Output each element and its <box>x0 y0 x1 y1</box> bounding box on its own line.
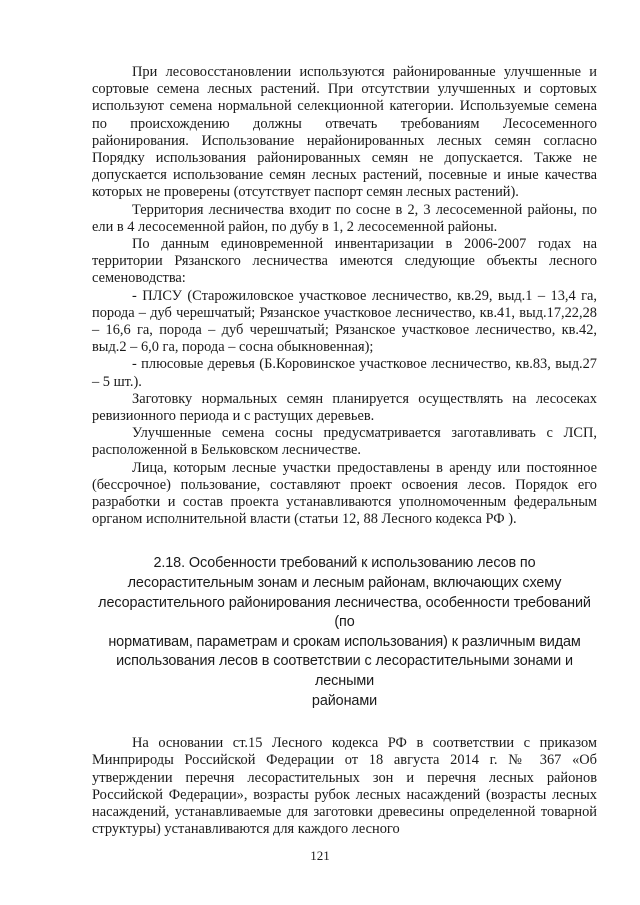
section-heading-line: лесорастительного районирования лесничества, особенности требований (по <box>98 594 591 631</box>
section-heading-line: 2.18. Особенности требований к использованию лесов по <box>153 555 536 572</box>
paragraph-plsu: - ПЛСУ (Старожиловское участковое лесничество, кв.29, выд.1 – 13,4 га, порода – дуб черешчатый; Рязанское участковое лесничество, кв.41, выд.17,22,28 – 16,6 га, порода – дуб черешчатый; Рязанское участковое лесничество, кв.42, выд.2 – 6,0 га, порода – сосна обыкновенная); <box>92 287 597 356</box>
paragraph-felling-ages: На основании ст.15 Лесного кодекса РФ в соответствии с приказом Минприроды Российской Федерации от 18 августа 2014 г. № 367 «Об утверждении перечня лесорастительных зон и перечня лесных районов Российской Федерации», возрасты рубок лесных насаждений (возрасты лесных насаждений, устанавливаемые для заготовки древесины определенной товарной структуры) устанавливаются для каждого лесного <box>92 735 597 838</box>
paragraph-inventory: По данным единовременной инвентаризации в 2006-2007 годах на территории Рязанского лесничества имеются следующие объекты лесного семеноводства: <box>92 236 597 287</box>
paragraph-plus-trees: - плюсовые деревья (Б.Коровинское участковое лесничество, кв.83, выд.27 – 5 шт.). <box>92 356 597 390</box>
section-heading-line: использования лесов в соответствии с лесорастительными зонами и лесными <box>116 653 573 690</box>
paragraph-seed-zones: Территория лесничества входит по сосне в 2, 3 лесосеменной районы, по ели в 4 лесосеменной район, по дубу в 1, 2 лесосеменной районы. <box>92 201 597 235</box>
section-heading-line: лесорастительным зонам и лесным районам, включающих схему <box>127 575 562 592</box>
paragraph-improved-seeds: Улучшенные семена сосны предусматривается заготавливать с ЛСП, расположенной в Бельковском лесничестве. <box>92 425 597 459</box>
paragraph-normal-seeds: Заготовку нормальных семян планируется осуществлять на лесосеках ревизионного периода и с растущих деревьев. <box>92 390 597 425</box>
page-number: 121 <box>310 848 330 863</box>
section-heading <box>92 554 597 711</box>
paragraph-seed-use: При лесовосстановлении используются районированные улучшенные и сортовые семена лесных растений. При отсутствии улучшенных и сортовых используют семена нормальной селекционной категории. Используемые семена по происхождению должны отвечать требованиям Лесосеменного районирования. Использование нерайонированных лесных семян согласно Порядку использования районированных семян не допускается. Также не допускается использование семян лесных растений, посевные и иные качества которых не проверены (отсутствует паспорт семян лесных растений). <box>92 64 597 201</box>
section-heading-line: нормативам, параметрам и срокам использования) к различным видам <box>108 633 581 650</box>
section-heading-line: районами <box>311 692 378 709</box>
document-page <box>92 64 597 838</box>
paragraph-lease-project: Лица, которым лесные участки предоставлены в аренду или постоянное (бессрочное) пользование, составляют проект освоения лесов. Порядок его разработки и состав проекта устанавливаются уполномоченным федеральным органом исполнительной власти (статьи 12, 88 Лесного кодекса РФ ). <box>92 459 597 528</box>
